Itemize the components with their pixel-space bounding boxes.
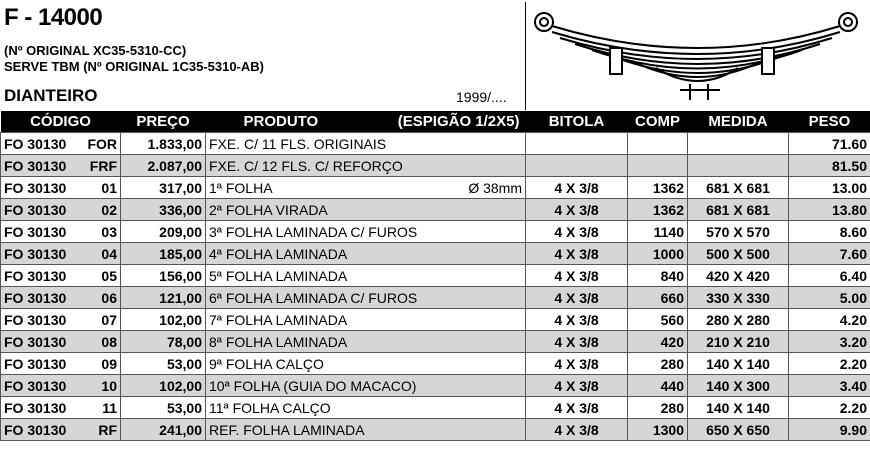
medida-cell [688,133,789,155]
peso-cell: 71.60 [789,133,870,155]
table-row [1,353,870,375]
code-suffix: 08 [101,333,117,350]
medida-cell: 570 X 570 [688,221,789,243]
comp-cell: 280 [628,397,688,419]
col-preco: PREÇO [121,111,206,133]
comp-cell: 1000 [628,243,688,265]
peso-cell: 9.90 [789,419,870,441]
medida-cell: 420 X 420 [688,265,789,287]
medida-cell: 140 X 140 [688,353,789,375]
price-cell: 78,00 [121,331,206,353]
code-number: FO 30130 [4,135,67,152]
parts-table [0,111,870,441]
bitola-cell: 4 X 3/8 [526,265,628,287]
bitola-cell: 4 X 3/8 [526,177,628,199]
price-cell: 336,00 [121,199,206,221]
product-name: 8ª FOLHA LAMINADA [209,333,348,350]
product-cell [206,221,526,243]
comp-cell: 1300 [628,419,688,441]
page-title: F - 14000 [4,4,103,31]
peso-cell: 2.20 [789,397,870,419]
table-body [1,133,870,441]
price-cell: 53,00 [121,353,206,375]
compatible-number: SERVE TBM (Nº ORIGINAL 1C35-5310-AB) [4,59,264,74]
table-row [1,287,870,309]
table-row [1,309,870,331]
price-cell: 102,00 [121,375,206,397]
product-cell [206,133,526,155]
product-name: REF. FOLHA LAMINADA [209,421,365,438]
col-medida: MEDIDA [688,111,789,133]
code-suffix: FRF [89,157,117,174]
code-cell [1,353,121,375]
code-suffix: 06 [101,289,117,306]
code-cell [1,309,121,331]
table-row [1,221,870,243]
peso-cell: 3.40 [789,375,870,397]
code-number: FO 30130 [4,355,67,372]
product-name: 2ª FOLHA VIRADA [209,201,328,218]
code-cell [1,155,121,177]
peso-cell: 8.60 [789,221,870,243]
code-number: FO 30130 [4,267,67,284]
product-cell [206,177,526,199]
bitola-cell: 4 X 3/8 [526,199,628,221]
price-cell: 317,00 [121,177,206,199]
original-number: (Nº ORIGINAL XC35-5310-CC) [4,43,187,58]
bitola-cell: 4 X 3/8 [526,419,628,441]
table-row [1,397,870,419]
comp-cell: 840 [628,265,688,287]
price-cell: 209,00 [121,221,206,243]
table-row [1,331,870,353]
code-cell [1,375,121,397]
table-row [1,265,870,287]
bitola-cell: 4 X 3/8 [526,375,628,397]
medida-cell [688,155,789,177]
peso-cell: 5.00 [789,287,870,309]
price-cell: 156,00 [121,265,206,287]
code-suffix: 01 [101,179,117,196]
code-suffix: 02 [101,201,117,218]
product-name: 9ª FOLHA CALÇO [209,355,324,372]
product-cell [206,155,526,177]
code-cell [1,221,121,243]
comp-cell [628,155,688,177]
price-cell: 102,00 [121,309,206,331]
comp-cell [628,133,688,155]
table-row [1,375,870,397]
price-cell: 121,00 [121,287,206,309]
peso-cell: 7.60 [789,243,870,265]
col-produto [206,111,526,133]
table-row [1,155,870,177]
col-espigao-label: (ESPIGÃO 1/2X5) [397,113,520,130]
product-name: 1ª FOLHA [209,179,273,196]
code-number: FO 30130 [4,201,67,218]
code-number: FO 30130 [4,421,67,438]
product-cell [206,199,526,221]
table-row [1,133,870,155]
code-suffix: 09 [101,355,117,372]
table-row [1,177,870,199]
peso-cell: 13.80 [789,199,870,221]
comp-cell: 1362 [628,177,688,199]
code-suffix: RF [98,421,117,438]
year-range: 1999/.... [456,89,507,105]
table-row [1,199,870,221]
bitola-cell: 4 X 3/8 [526,397,628,419]
product-name: FXE. C/ 11 FLS. ORIGINAIS [209,135,387,152]
code-cell [1,397,121,419]
code-suffix: 04 [101,245,117,262]
code-cell [1,331,121,353]
price-cell: 241,00 [121,419,206,441]
code-number: FO 30130 [4,377,67,394]
price-cell: 1.833,00 [121,133,206,155]
medida-cell: 500 X 500 [688,243,789,265]
comp-cell: 1140 [628,221,688,243]
col-comp: COMP [628,111,688,133]
bitola-cell: 4 X 3/8 [526,309,628,331]
code-cell [1,419,121,441]
product-name: 7ª FOLHA LAMINADA [209,311,348,328]
table-row [1,419,870,441]
product-name: 6ª FOLHA LAMINADA C/ FUROS [209,289,418,306]
col-bitola: BITOLA [526,111,628,133]
medida-cell: 210 X 210 [688,331,789,353]
code-suffix: 10 [101,377,117,394]
code-number: FO 30130 [4,245,67,262]
comp-cell: 420 [628,331,688,353]
medida-cell: 681 X 681 [688,177,789,199]
product-cell [206,243,526,265]
comp-cell: 660 [628,287,688,309]
comp-cell: 280 [628,353,688,375]
medida-cell: 280 X 280 [688,309,789,331]
table-row [1,243,870,265]
peso-cell: 81.50 [789,155,870,177]
code-cell [1,133,121,155]
code-cell [1,177,121,199]
bitola-cell: 4 X 3/8 [526,221,628,243]
medida-cell: 650 X 650 [688,419,789,441]
price-cell: 185,00 [121,243,206,265]
bitola-cell: 4 X 3/8 [526,353,628,375]
code-number: FO 30130 [4,179,67,196]
product-cell [206,331,526,353]
comp-cell: 1362 [628,199,688,221]
code-number: FO 30130 [4,289,67,306]
divider [525,2,526,110]
code-cell [1,243,121,265]
peso-cell: 6.40 [789,265,870,287]
product-name: 4ª FOLHA LAMINADA [209,245,348,262]
product-name: 5ª FOLHA LAMINADA [209,267,348,284]
product-cell [206,419,526,441]
table-header [1,111,870,133]
code-number: FO 30130 [4,333,67,350]
code-cell [1,287,121,309]
bitola-cell: 4 X 3/8 [526,287,628,309]
code-suffix: 07 [101,311,117,328]
comp-cell: 440 [628,375,688,397]
bitola-cell [526,133,628,155]
code-number: FO 30130 [4,399,67,416]
code-suffix: FOR [87,135,117,152]
code-suffix: 03 [101,223,117,240]
peso-cell: 3.20 [789,331,870,353]
code-number: FO 30130 [4,223,67,240]
comp-cell: 560 [628,309,688,331]
bitola-cell [526,155,628,177]
product-note: Ø 38mm [468,179,522,196]
peso-cell: 4.20 [789,309,870,331]
code-cell [1,199,121,221]
position-label: DIANTEIRO [4,86,98,105]
medida-cell: 140 X 300 [688,375,789,397]
code-cell [1,265,121,287]
code-suffix: 11 [102,399,117,416]
peso-cell: 2.20 [789,353,870,375]
col-peso: PESO [789,111,870,133]
leaf-spring-illustration [530,4,866,108]
code-number: FO 30130 [4,311,67,328]
code-number: FO 30130 [4,157,67,174]
col-produto-label: PRODUTO [243,113,319,130]
col-codigo: CÓDIGO [1,111,121,133]
product-name: 10ª FOLHA (GUIA DO MACACO) [209,377,417,394]
product-cell [206,375,526,397]
bitola-cell: 4 X 3/8 [526,243,628,265]
product-cell [206,397,526,419]
peso-cell: 13.00 [789,177,870,199]
product-cell [206,265,526,287]
price-cell: 53,00 [121,397,206,419]
medida-cell: 140 X 140 [688,397,789,419]
product-name: FXE. C/ 12 FLS. C/ REFORÇO [209,157,403,174]
price-cell: 2.087,00 [121,155,206,177]
medida-cell: 681 X 681 [688,199,789,221]
bitola-cell: 4 X 3/8 [526,331,628,353]
product-cell [206,309,526,331]
product-cell [206,287,526,309]
product-cell [206,353,526,375]
product-name: 11ª FOLHA CALÇO [209,399,331,416]
code-suffix: 05 [101,267,117,284]
medida-cell: 330 X 330 [688,287,789,309]
product-name: 3ª FOLHA LAMINADA C/ FUROS [209,223,418,240]
